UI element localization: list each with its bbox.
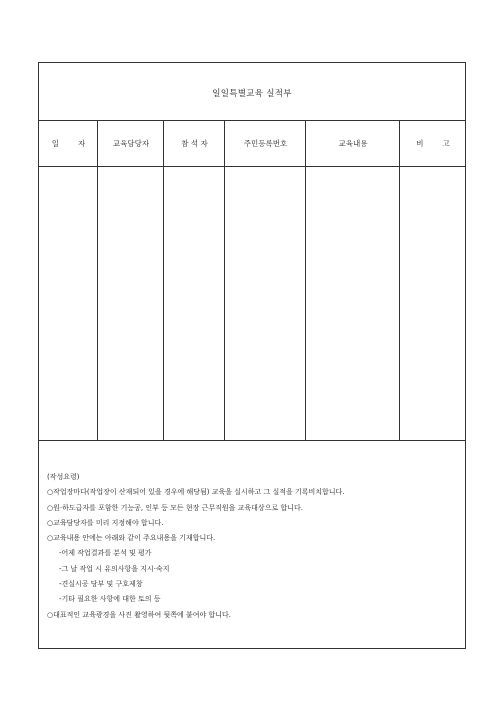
guide-subitem: -그 날 작업 시 유의사항을 지시·숙지	[59, 564, 170, 573]
guide-subitem: -견실시공 당부 및 구호제창	[59, 580, 143, 589]
guide-subitem: -기타 필요한 사항에 대한 토의 등	[59, 595, 161, 604]
column-divider	[97, 121, 98, 440]
header-remarks	[400, 121, 466, 167]
header-remarks-label: 비 고	[416, 139, 450, 148]
guide-heading: (작성요령)	[47, 473, 80, 481]
column-divider	[163, 121, 164, 440]
guide-item: ○원·하도급자를 포함한 기능공, 인부 등 모든 현장 근무직원을 교육대상으로 합니다.	[47, 503, 303, 512]
column-divider	[305, 121, 306, 440]
form-title: 일일특별교육 실적부	[212, 88, 292, 99]
guide-item: ○교육담당자를 미리 지정해야 합니다.	[47, 518, 164, 527]
guide-item: ○대표적인 교육광경을 사진 촬영하여 뒷쪽에 붙여야 합니다.	[47, 610, 231, 619]
header-content-label: 교육내용	[338, 139, 368, 148]
header-date-label: 일 자	[51, 139, 86, 148]
guide-item: ○교육내용 안에는 아래와 같이 주요내용을 기재합니다.	[47, 534, 216, 543]
record-table	[39, 121, 465, 440]
header-id-number-label: 주민등록번호	[243, 139, 288, 148]
header-instructor-label: 교육담당자	[112, 139, 150, 148]
form-sheet	[38, 62, 466, 649]
guide-subitem: -어제 작업결과를 분석 및 평가	[59, 549, 152, 558]
writing-guide	[47, 470, 457, 623]
title-row	[39, 63, 465, 121]
header-id-number	[225, 121, 306, 167]
header-attendee	[164, 121, 225, 167]
table-bottom-border	[39, 440, 465, 441]
header-attendee-label: 참 석 자	[181, 139, 208, 148]
header-date	[39, 121, 98, 167]
header-content	[306, 121, 400, 167]
column-divider	[224, 121, 225, 440]
guide-item: ○작업장마다(작업장이 산재되어 있을 경우에 해당됨) 교육을 실시하고 그 실적을 기록비치합니다.	[47, 488, 345, 497]
column-divider	[399, 121, 400, 440]
header-instructor	[98, 121, 164, 167]
